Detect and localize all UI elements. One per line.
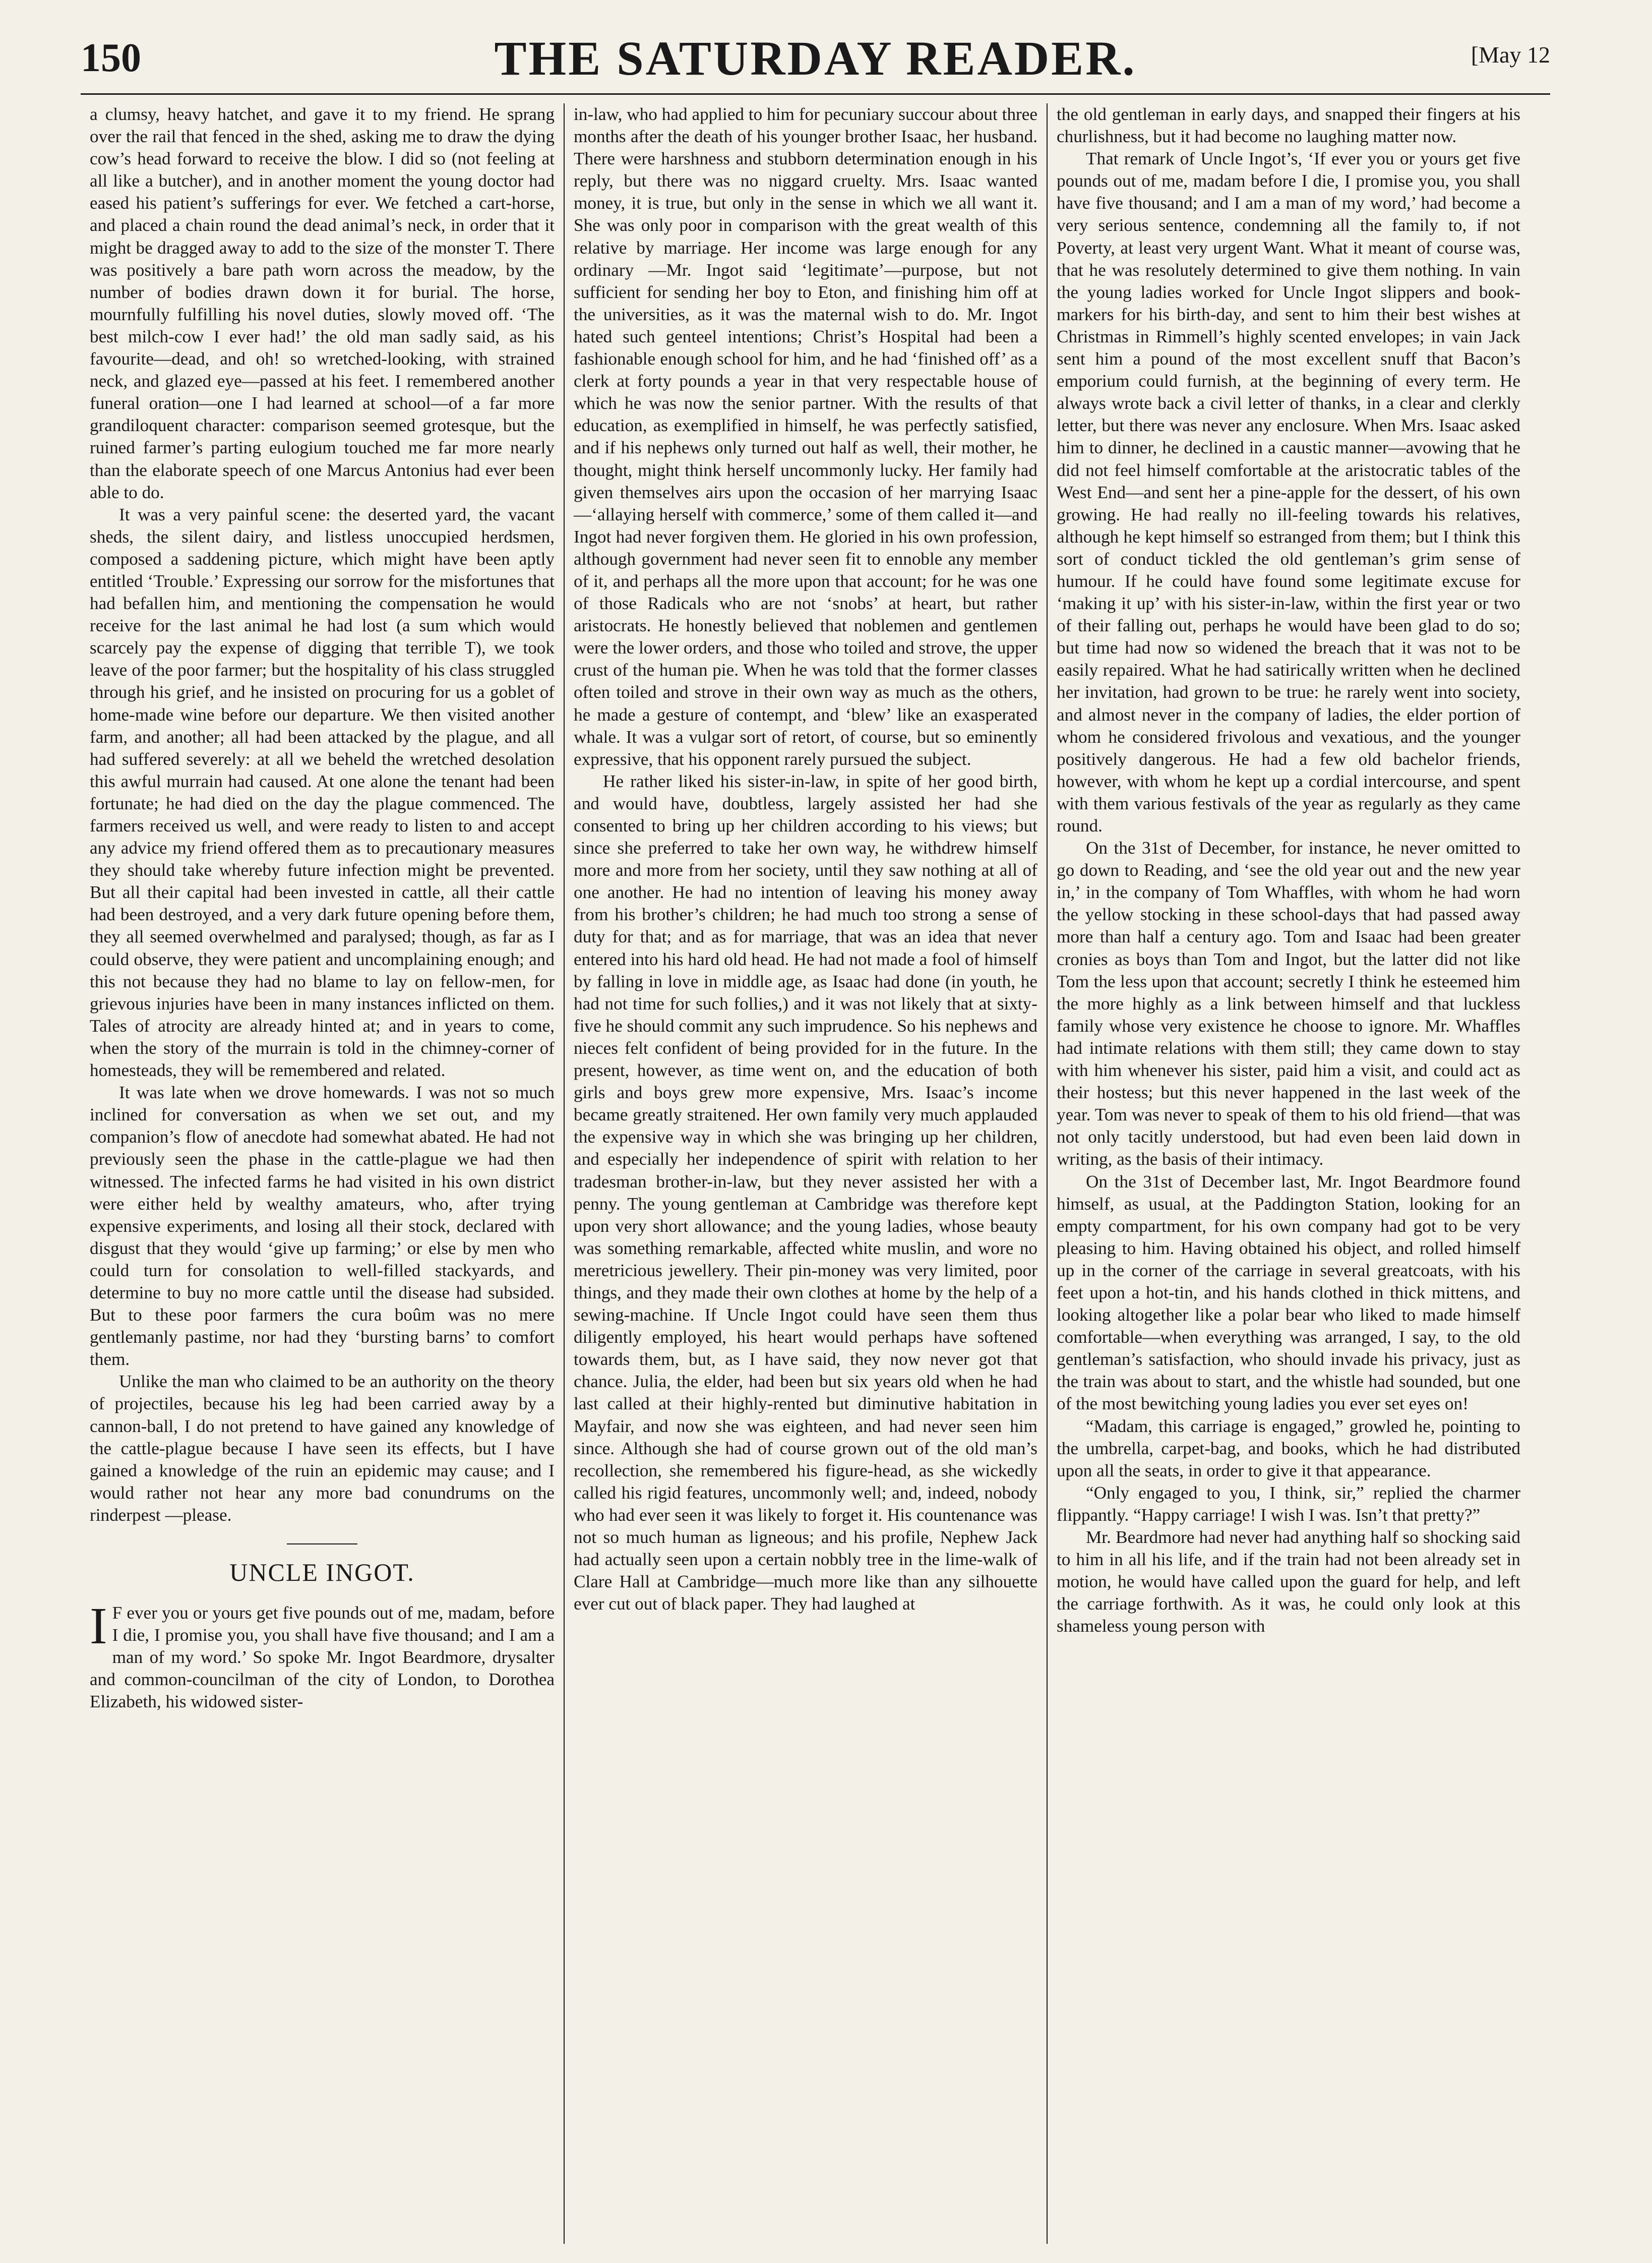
paragraph: On the 31st of December last, Mr. Ingot Beardmore found himself, as usual, at the Paddington Station, looking for an empty compartment, for his own company had got to be very pleasing to him. Having obtained his object, and rolled himself up in the corner of the carriage in several greatcoats, with his feet upon a hot-tin, and his hands clothed in thick mittens, and looking altogether like a polar bear who liked to made himself comfortable—when everything was arranged, I say, to the old gentleman’s satisfaction, who should invade his privacy, just as the train was about to start, and the whistle had sounded, but one of the most bewitching young ladies you ever set eyes on!	[1057, 1171, 1520, 1414]
paragraph: That remark of Uncle Ingot’s, ‘If ever you or yours get five pounds out of me, madam before I die, I promise you, you shall have five thousand; and I am a man of my word,’ had become a very serious sentence, condemning all the family to, if not Poverty, at least very urgent Want. What it meant of course was, that he was resolutely determined to give them nothing. In vain the young ladies worked for Uncle Ingot slippers and book-markers for his birth-day, and sent to him their best wishes at Christmas in Rimmell’s highly scented envelopes; in vain Jack sent him a pound of the most excellent snuff that Bacon’s emporium could furnish, at the beginning of every term. He always wrote back a civil letter of thanks, in a clear and clerkly letter, but there was never any enclosure. When Mrs. Isaac asked him to dinner, he declined in a caustic manner—avowing that he did not feel himself comfortable at the aristocratic tables of the West End—and sent her a pine-apple for the dessert, of his own growing. He had really no ill-feeling towards his relatives, although he kept himself so estranged from them; but I think this sort of conduct tickled the old gentleman’s grim sense of humour. If he could have found some legitimate excuse for ‘making it up’ with his sister-in-law, within the first year or two of their falling out, perhaps he would have been glad to do so; but time had now so widened the breach that it was not to be easily repaired. What he had satirically written when he declined her invitation, had grown to be true: he rarely went into society, and almost never in the company of ladies, the elder portion of whom he considered frivolous and vexatious, and the younger positively dangerous. He had a few old bachelor friends, however, with whom he kept up a cordial intercourse, and spent with them various festivals of the year as regularly as they came round.	[1057, 149, 1520, 836]
paragraph: a clumsy, heavy hatchet, and gave it to my friend. He sprang over the rail that fenced in the shed, asking me to draw the dying cow’s head forward to receive the blow. I did so (not feeling at all like a butcher), and in another moment the young doctor had eased his patient’s sufferings for ever. We fetched a cart-horse, and placed a chain round the dead animal’s neck, in order that it might be dragged away to add to the size of the monster T. There was positively a bare path worn across the meadow, by the number of bodies drawn down it for burial. The horse, mournfully fulfilling his novel duties, slowly moved off. ‘The best milch-cow I ever had!’ the old man sadly said, as his favourite—dead, and oh! so wretched-looking, with strained neck, and glazed eye—passed at his feet. I remembered another funeral oration—one I had learned at school—of a far more grandiloquent character: comparison seemed grotesque, but the ruined farmer’s parting eulogium touched me far more nearly than the elaborate speech of one Marcus Antonius had ever been able to do.	[90, 104, 555, 502]
story-title: UNCLE INGOT.	[229, 1558, 415, 1586]
publication-title: THE SATURDAY READER.	[494, 31, 1137, 85]
drop-cap: I	[90, 1597, 107, 1655]
paragraph: He rather liked his sister-in-law, in spite of her good birth, and would have, doubtless, largely assisted her had she consented to bring up her children according to his views; but since she preferred to take her own way, he withdrew himself more and more from her society, until they saw nothing at all of one another. He had no intention of leaving his money away from his brother’s children; he had much too strong a sense of duty for that; and as for marriage, that was an idea that never entered into his hard old head. He had not made a fool of himself by falling in love in middle age, as Isaac had done (in youth, he had not time for such follies,) and it was not likely that at sixty-five he should commit any such imprudence. So his nephews and nieces felt confident of being provided for in the future. In the present, however, as time went on, and the education of both girls and boys grew more expensive, Mrs. Isaac’s income became greatly straitened. Her own family very much applauded the expensive way in which she was bringing up her children, and especially her independence of spirit with relation to her tradesman brother-in-law, but they never assisted her with a penny. The young gentleman at Cambridge was therefore kept upon very short allowance; and the young ladies, whose beauty was something remarkable, affected white muslin, and wore no meretricious jewellery. Their pin-money was very limited, poor things, and they made their own clothes at home by the help of a sewing-machine. If Uncle Ingot could have seen them thus diligently employed, his heart would perhaps have softened towards them, but, as I have said, they now never got that chance. Julia, the elder, had been but six years old when he had last called at their highly-rented but diminutive habitation in Mayfair, and now she was eighteen, and had never seen him since. Although she had of course grown out of the old man’s recollection, she remembered his figure-head, as she wickedly called his rigid features, uncommonly well; and, indeed, nobody who had ever seen it was likely to forget it. His countenance was not so much human as ligneous; and his profile, Nephew Jack had actually seen upon a certain nobbly tree in the lime-walk of Clare Hall at Cambridge—much more like than any silhouette ever cut out of black paper. They had laughed at	[574, 771, 1037, 1614]
story-opening-paragraph	[90, 1597, 555, 1713]
section-divider	[287, 1543, 357, 1544]
story-opening-text: F ever you or yours get five pounds out of me, madam, before I die, I promise you, you shall have five thousand; and I am a man of my word.’ So spoke Mr. Ingot Beardmore, drysalter and common-councilman of the city of London, to Dorothea Elizabeth, his widowed sister-	[90, 1603, 555, 1712]
paragraph: Unlike the man who claimed to be an authority on the theory of projectiles, because his leg had been carried away by a cannon-ball, I do not pretend to have gained any knowledge of the cattle-plague because I have seen its effects, but I have gained a knowledge of the ruin an epidemic may cause; and I would rather not hear any more bad conundrums on the rinderpest —please.	[90, 1372, 555, 1525]
paragraph: “Madam, this carriage is engaged,” growled he, pointing to the umbrella, carpet-bag, and books, which he had distributed upon all the seats, in order to give it that appearance.	[1057, 1416, 1520, 1480]
page-number: 150	[81, 36, 141, 80]
paragraph: Mr. Beardmore had never had anything half so shocking said to him in all his life, and if the train had not been already set in motion, he would have called upon the guard for help, and left the carriage forthwith. As it was, he could only look at this shameless young person with	[1057, 1527, 1520, 1636]
column-1	[81, 103, 564, 2244]
issue-date: [May 12	[1471, 42, 1550, 68]
paragraph: It was a very painful scene: the deserted yard, the vacant sheds, the silent dairy, and listless unoccupied herdsmen, composed a saddening picture, which might have been aptly entitled ‘Trouble.’ Expressing our sorrow for the misfortunes that had befallen him, and mentioning the compensation he would receive for the last animal he had lost (a sum which would scarcely pay the expense of digging that terrible T), we took leave of the poor farmer; but the hospitality of his class struggled through his grief, and he insisted on procuring for us a goblet of home-made wine before our departure. We then visited another farm, and another; all had been attacked by the plague, and all had suffered severely: at all we beheld the wretched desolation this awful murrain had caused. At one alone the tenant had been fortunate; he had died on the day the plague commenced. The farmers received us well, and were ready to listen to and accept any advice my friend offered them as to precautionary measures they should take whereby future infection might be prevented. But all their capital had been invested in cattle, all their cattle had been destroyed, and a very dark future opening before them, they all seemed overwhelmed and paralysed; though, as far as I could observe, they were patient and uncomplaining enough; and this not because they had no blame to lay on fellow-men, for grievous injuries have been in many instances inflicted on them. Tales of atrocity are already hinted at; and in years to come, when the story of the murrain is told in the chimney-corner of homesteads, they will be remembered and related.	[90, 504, 555, 1081]
column-3	[1047, 103, 1529, 2244]
paragraph: It was late when we drove homewards. I was not so much inclined for conversation as when we set out, and my companion’s flow of anecdote had somewhat abated. He had not previously seen the phase in the cattle-plague we had then witnessed. The infected farms he had visited in his own district were either held by wealthy amateurs, who, after trying expensive experiments, and losing all their stock, declared with disgust that they would ‘give up farming;’ or else by men who could turn for consolation to well-filled stackyards, and determine to buy no more cattle until the disease had subsided. But to these poor farmers the cura boûm was no mere gentlemanly pastime, nor had they ‘bursting barns’ to comfort them.	[90, 1083, 555, 1369]
paragraph: the old gentleman in early days, and snapped their fingers at his churlishness, but it had become no laughing matter now.	[1057, 104, 1520, 147]
newspaper-page	[81, 30, 1550, 2244]
paragraph: in-law, who had applied to him for pecuniary succour about three months after the death of his younger brother Isaac, her husband. There were harshness and stubborn determination enough in his reply, but there was no niggard cruelty. Mrs. Isaac wanted money, it is true, but only in the sense in which we all want it. She was only poor in comparison with the great wealth of this relative by marriage. Her income was large enough for any ordinary —Mr. Ingot said ‘legitimate’—purpose, but not sufficient for sending her boy to Eton, and finishing him off at the universities, as it was the maternal wish to do. Mr. Ingot hated such genteel intentions; Christ’s Hospital had been a fashionable enough school for him, and he had ‘finished off’ as a clerk at forty pounds a year in that very respectable house of which he was now the senior partner. With the results of that education, as exemplified in himself, he was perfectly satisfied, and if his nephews only turned out half as well, their mother, he thought, might think herself uncommonly lucky. Her family had given themselves airs upon the occasion of her marrying Isaac—‘allaying herself with commerce,’ some of them called it—and Ingot had never forgiven them. He gloried in his own profession, although government had never seen fit to ennoble any member of it, and perhaps all the more upon that account; for he was one of those Radicals who are not ‘snobs’ at heart, but rather aristocrats. He honestly believed that noblemen and gentlemen were the lower orders, and those who toiled and strove, the upper crust of the human pie. When he was told that the former classes often toiled and strove in their own way as much as the others, he made a gesture of contempt, and ‘blew’ like an exasperated whale. It was a vulgar sort of retort, of course, but so eminently expressive, that his opponent rarely pursued the subject.	[574, 104, 1037, 769]
paragraph: On the 31st of December, for instance, he never omitted to go down to Reading, and ‘see the old year out and the new year in,’ in the company of Tom Whaffles, with whom he had worn the yellow stocking in these school-days that had passed away more than half a century ago. Tom and Isaac had been greater cronies as boys than Tom and Ingot, but the latter did not like Tom the less upon that account; secretly I think he esteemed him the more highly as a link between himself and that luckless family whose very existence he choose to ignore. Mr. Whaffles had intimate relations with them still; they came down to stay with him whenever his sister, paid him a visit, and could act as their hostess; but this never happened in the last week of the year. Tom was never to speak of them to his old friend—that was not only tacitly understood, but had even been laid down in writing, as the basis of their intimacy.	[1057, 838, 1520, 1169]
text-columns	[81, 103, 1550, 2244]
column-2	[564, 103, 1047, 2244]
paragraph: “Only engaged to you, I think, sir,” replied the charmer flippantly. “Happy carriage! I wish I was. Isn’t that pretty?”	[1057, 1482, 1520, 1525]
page-header	[81, 30, 1550, 95]
